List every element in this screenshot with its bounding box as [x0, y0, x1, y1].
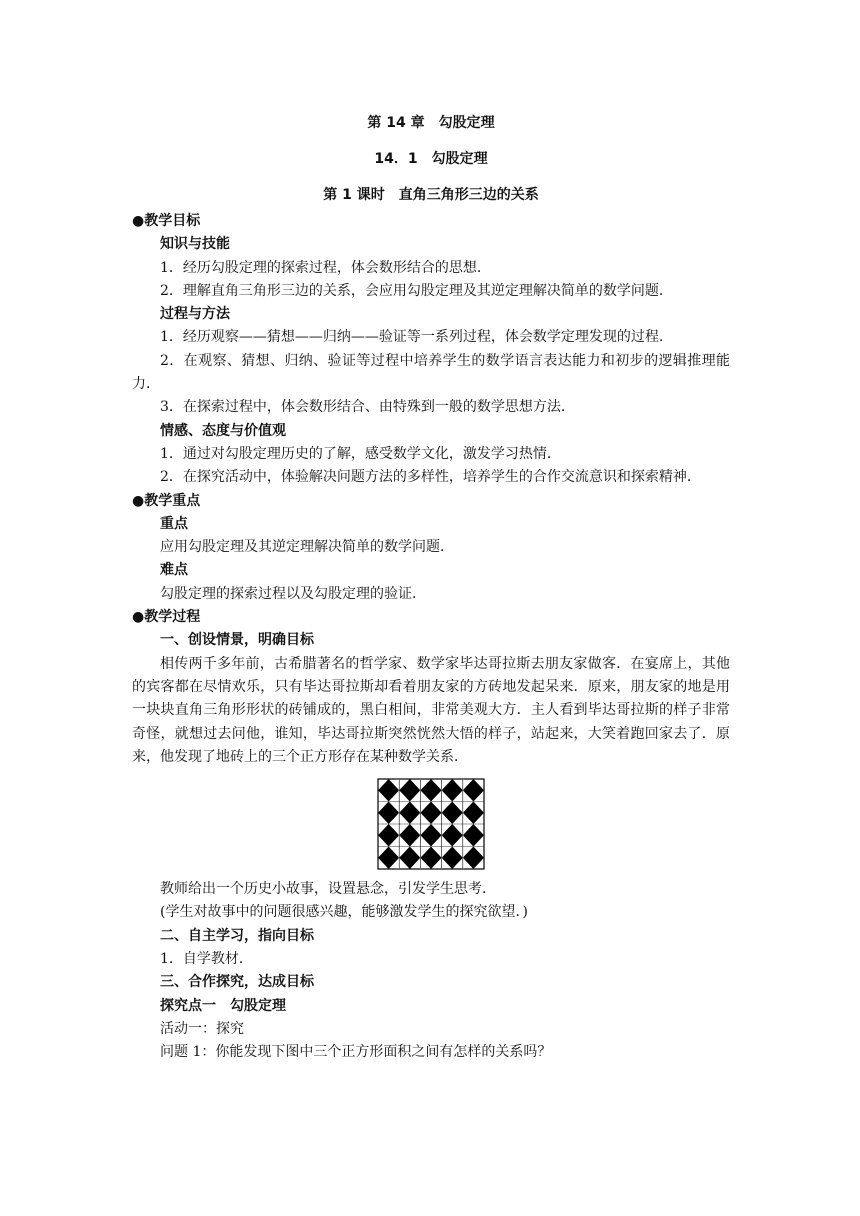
tile-floor-pattern [377, 778, 485, 870]
difficulty-text: 勾股定理的探索过程以及勾股定理的验证． [160, 585, 426, 602]
difficulty-heading: 难点 [160, 562, 188, 579]
section-title: 14．1 勾股定理 [374, 151, 488, 167]
document-page [132, 108, 730, 1065]
after-figure-text: 教师给出一个历史小故事，设置悬念，引发学生思考． [160, 881, 496, 898]
key-points-heading: ●教学重点 [132, 492, 201, 509]
story-paragraph: 相传两千多年前，古希腊著名的哲学家、数学家毕达哥拉斯去朋友家做客．在宴席上，其他的宾客都在尽情欢乐，只有毕达哥拉斯却看着朋友家的方砖地发起呆来．原来，朋友家的地是用一块块直角三角形形状的砖铺成的，黑白相间，非常美观大方．主人看到毕达哥拉斯的样子非常奇怪，就想过去问他，谁知，毕达哥拉斯突然恍然大悟的样子，站起来，大笑着跑回家去了．原来，他发现了地砖上的三个正方形存在某种数学关系． [132, 655, 730, 765]
question-text: 问题 1：你能发现下图中三个正方形面积之间有怎样的关系吗？ [160, 1044, 552, 1061]
part2-item: 1．自学教材． [160, 951, 253, 968]
explore-point-heading: 探究点一 勾股定理 [160, 997, 286, 1014]
emotion-item: 2．在探究活动中，体验解决问题方法的多样性，培养学生的合作交流意识和探索精神． [160, 469, 701, 486]
emotion-heading: 情感、态度与价值观 [160, 422, 286, 439]
part3-heading: 三、合作探究，达成目标 [160, 974, 314, 991]
tile-floor-figure [132, 778, 730, 870]
chapter-title: 第 14 章 勾股定理 [367, 115, 495, 131]
lesson-title: 第 1 课时 直角三角形三边的关系 [323, 187, 539, 203]
goals-heading: ●教学目标 [132, 213, 201, 229]
focus-text: 应用勾股定理及其逆定理解决简单的数学问题． [160, 539, 454, 556]
activity-label: 活动一：探究 [160, 1020, 244, 1037]
knowledge-heading: 知识与技能 [160, 236, 230, 253]
process-method-item: 3．在探索过程中，体会数形结合、由特殊到一般的数学思想方法． [160, 399, 575, 416]
process-heading: ●教学过程 [132, 609, 201, 626]
focus-heading: 重点 [160, 515, 188, 532]
part2-heading: 二、自主学习，指向目标 [160, 927, 314, 944]
part1-heading: 一、创设情景，明确目标 [160, 632, 314, 649]
process-method-item: 1．经历观察——猜想——归纳——验证等一系列过程，体会数学定理发现的过程． [160, 329, 673, 346]
emotion-item: 1．通过对勾股定理历史的了解，感受数学文化，激发学习热情． [160, 445, 561, 462]
process-method-heading: 过程与方法 [160, 306, 230, 323]
knowledge-item: 1．经历勾股定理的探索过程，体会数形结合的思想． [160, 259, 491, 276]
student-note: (学生对故事中的问题很感兴趣，能够激发学生的探究欲望．) [160, 904, 528, 921]
knowledge-item: 2．理解直角三角形三边的关系，会应用勾股定理及其逆定理解决简单的数学问题． [160, 282, 673, 299]
process-method-item: 2．在观察、猜想、归纳、验证等过程中培养学生的数学语言表达能力和初步的逻辑推理能力． [132, 352, 730, 393]
